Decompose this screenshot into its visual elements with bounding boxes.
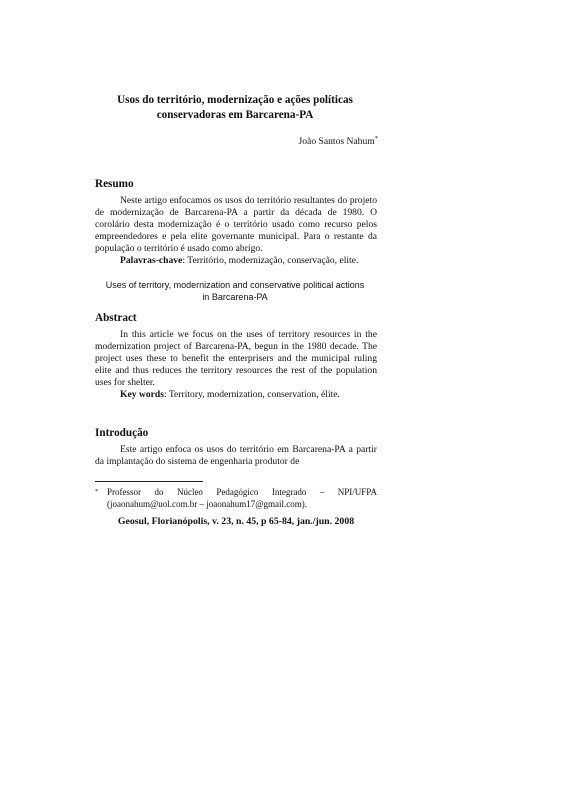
abstract-section — [95, 329, 377, 402]
english-title-line-2: in Barcarena-PA — [202, 292, 268, 302]
resumo-section — [95, 195, 377, 268]
english-title-line-1: Uses of territory, modernization and conservative political actions — [105, 280, 365, 290]
abstract-keywords-label: Key words — [120, 389, 164, 401]
article-title — [95, 93, 375, 122]
resumo-heading: Resumo — [95, 178, 134, 190]
resumo-keywords-text: : Território, modernização, conservação, elite. — [182, 255, 359, 267]
footnote — [95, 487, 377, 510]
footnote-mark: * — [95, 488, 99, 495]
abstract-keywords-text: : Territory, modernization, conservation, élite. — [163, 389, 340, 401]
author-footnote-mark: * — [374, 135, 378, 142]
author-name — [299, 135, 378, 147]
introducao-body: Este artigo enfoca os usos do território em Barcarena-PA a partir da implantação do sistema de engenharia produtor de — [95, 444, 377, 468]
abstract-keywords — [95, 389, 377, 401]
introducao-section — [95, 444, 377, 468]
footnote-divider — [95, 481, 203, 482]
abstract-body: In this article we focus on the uses of territory resources in the modernization project of Barcarena-PA, begun in the 1980 decade. The project uses these to benefit the enterprisers and the municipal ruling elite and thus reduces the territory resources the rest of the population uses for shelter. — [95, 329, 377, 389]
english-title — [90, 279, 380, 303]
journal-citation: Geosul, Florianópolis, v. 23, n. 45, p 65-84, jan./jun. 2008 — [117, 516, 355, 527]
introducao-heading: Introdução — [95, 427, 149, 439]
resumo-keywords — [95, 255, 377, 267]
resumo-keywords-label: Palavras-chave — [120, 255, 183, 267]
title-line-2: conservadoras em Barcarena-PA — [156, 108, 314, 121]
footnote-text: Professor do Núcleo Pedagógico Integrado – NPI/UFPA (joaonahum@uol.com.br – joaonahum17@gmail.com). — [107, 487, 377, 509]
title-line-1: Usos do território, modernização e ações políticas — [117, 94, 353, 106]
abstract-heading: Abstract — [95, 312, 137, 324]
resumo-body: Neste artigo enfocamos os usos do território resultantes do projeto de modernização de Barcarena-PA a partir da década de 1980. O corolário desta modernização é o território usado como recurso pelos empreendedores e pela elite governante municipal. Para o restante da população o território é usado como abrigo. — [95, 195, 377, 255]
author-text: João Santos Nahum — [298, 136, 375, 148]
